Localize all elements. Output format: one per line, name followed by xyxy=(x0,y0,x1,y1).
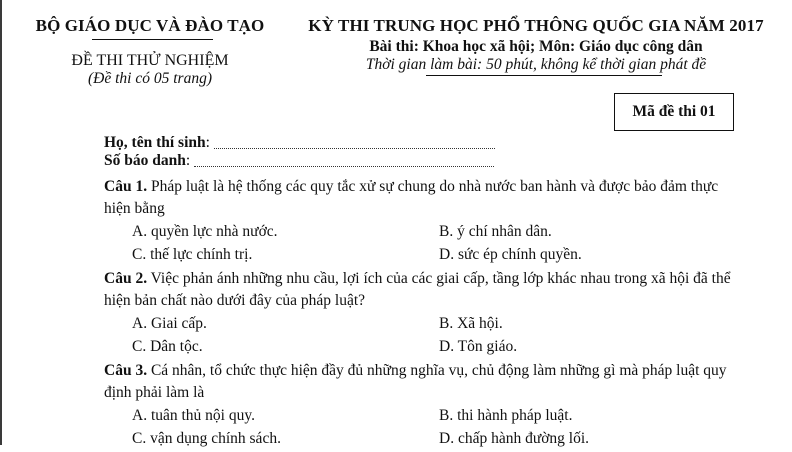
question-stem xyxy=(104,176,744,220)
colon: : xyxy=(205,134,210,151)
candidate-id-blank xyxy=(194,154,494,167)
ministry-name: BỘ GIÁO DỤC VÀ ĐÀO TẠO xyxy=(35,16,265,35)
question-number: Câu 3. xyxy=(104,362,148,379)
option-c: C. Dân tộc. xyxy=(132,338,203,355)
question-stem xyxy=(104,360,744,404)
question-2 xyxy=(104,268,744,358)
answer-options xyxy=(104,312,744,358)
option-b: B. Xã hội. xyxy=(439,315,503,332)
candidate-id-label: Số báo danh xyxy=(104,152,186,169)
option-b: B. ý chí nhân dân. xyxy=(439,223,552,240)
answer-options xyxy=(104,404,744,450)
header-left xyxy=(20,14,280,88)
question-3 xyxy=(104,360,744,450)
exam-subject: Bài thi: Khoa học xã hội; Môn: Giáo dục công dân xyxy=(369,38,703,55)
candidate-name-row xyxy=(104,134,495,152)
question-list xyxy=(104,176,744,452)
answer-options xyxy=(104,220,744,266)
exam-code-box xyxy=(614,93,734,131)
option-b: B. thi hành pháp luật. xyxy=(439,407,573,424)
colon: : xyxy=(185,152,191,169)
question-text: Cá nhân, tổ chức thực hiện đầy đủ những nghĩa vụ, chủ động làm những gì mà pháp luật quy định phải làm là xyxy=(104,362,727,401)
question-number: Câu 1. xyxy=(104,178,148,195)
exam-code: Mã đề thi 01 xyxy=(632,103,716,120)
ministry-underline xyxy=(92,39,213,40)
candidate-info xyxy=(104,134,495,170)
question-stem xyxy=(104,268,744,312)
candidate-name-blank xyxy=(214,136,495,149)
question-number: Câu 2. xyxy=(104,270,148,287)
option-c: C. thế lực chính trị. xyxy=(132,246,253,263)
window-left-edge xyxy=(0,0,2,445)
question-text: Pháp luật là hệ thống các quy tắc xử sự chung do nhà nước ban hành và được bảo đảm thực hiện bằng xyxy=(104,178,719,217)
option-d: D. sức ép chính quyền. xyxy=(439,246,582,263)
option-d: D. Tôn giáo. xyxy=(439,338,518,355)
exam-type: ĐỀ THI THỬ NGHIỆM xyxy=(71,52,229,69)
page-count: (Đề thi có 05 trang) xyxy=(88,70,212,87)
question-1 xyxy=(104,176,744,266)
candidate-name-label: Họ, tên thí sinh xyxy=(104,134,206,151)
candidate-id-row xyxy=(104,152,495,170)
header-right xyxy=(296,14,776,76)
option-d: D. chấp hành đường lối. xyxy=(439,430,590,447)
option-c: C. vận dụng chính sách. xyxy=(132,430,281,447)
question-text: Việc phản ánh những nhu cầu, lợi ích của các giai cấp, tầng lớp khác nhau trong xã hội đã thể hiện bản chất nào dưới đây của pháp luật? xyxy=(104,270,731,309)
option-a: A. tuân thủ nội quy. xyxy=(132,407,255,424)
exam-title: KỲ THI TRUNG HỌC PHỔ THÔNG QUỐC GIA NĂM 2017 xyxy=(308,16,764,35)
time-underline xyxy=(426,75,662,76)
option-a: A. Giai cấp. xyxy=(132,315,207,332)
time-limit: Thời gian làm bài: 50 phút, không kể thời gian phát đề xyxy=(365,56,707,73)
option-a: A. quyền lực nhà nước. xyxy=(132,223,278,240)
